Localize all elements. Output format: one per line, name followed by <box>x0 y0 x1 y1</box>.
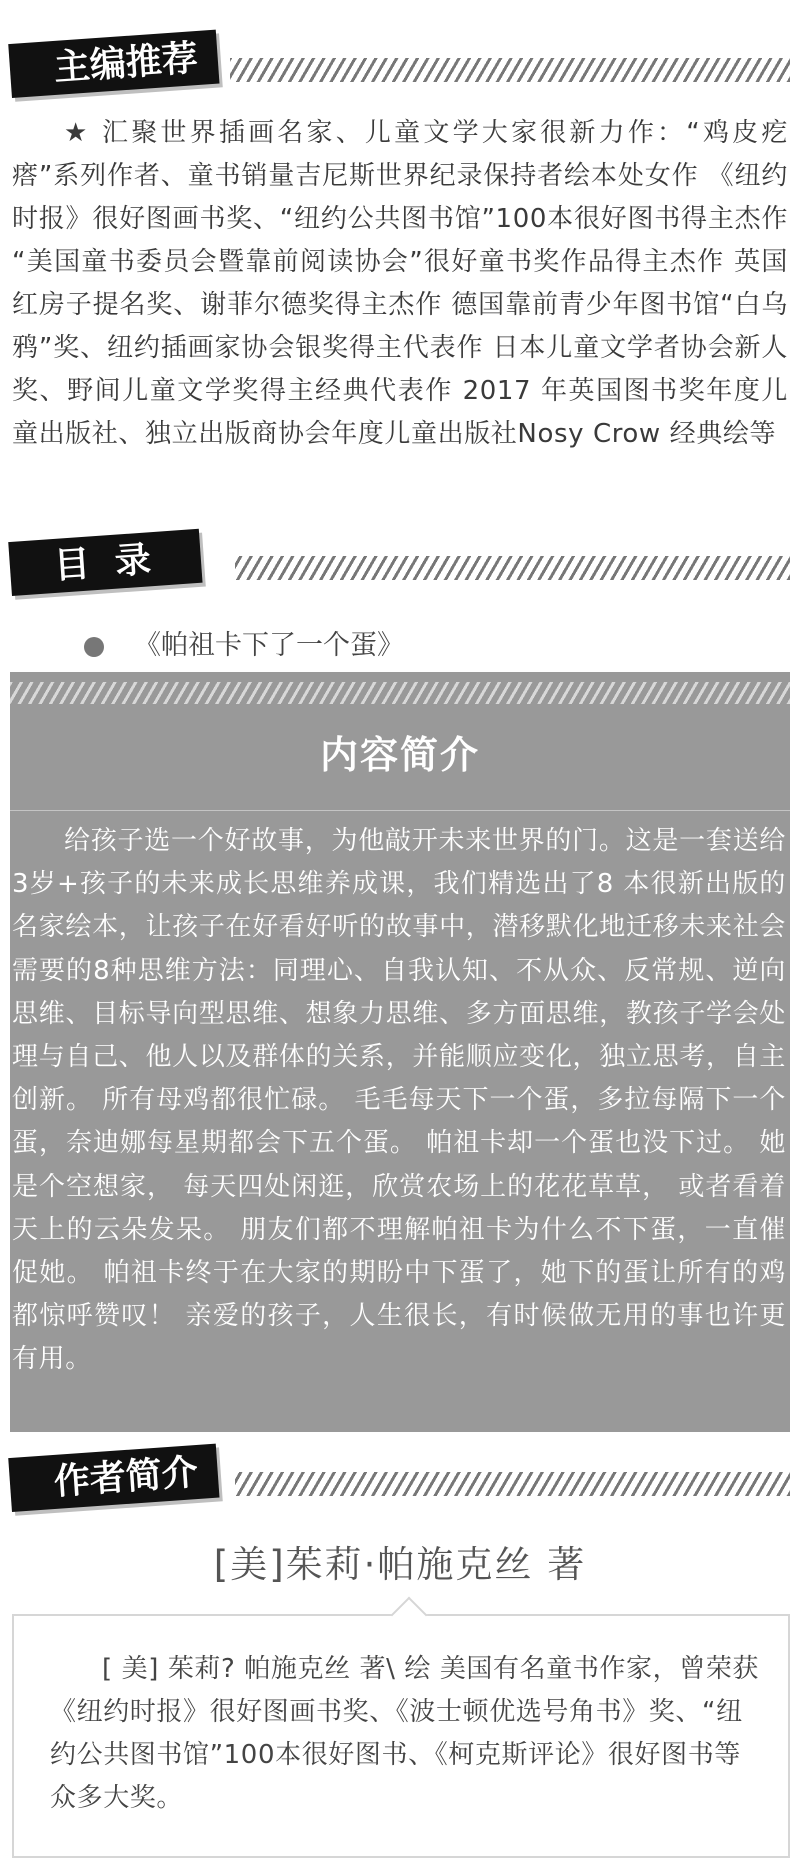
author-hatch-divider <box>235 1472 790 1496</box>
author-title: 作者简介 <box>8 1444 219 1512</box>
author-bio-box <box>12 1614 790 1858</box>
intro-text: 给孩子选一个好故事，为他敲开未来世界的门。这是一套送给3岁+孩子的未来成长思维养成课，我们精选出了8 本很新出版的名家绘本，让孩子在好看好听的故事中，潜移默化地迁移未来社会需要的8种思维方法：同理心、自我认知、不从众、反常规、逆向思维、目标导向型思维、想象力思维、多方面思维，教孩子学会处理与自己、他人以及群体的关系，并能顺应变化，独立思考，自主创新。 所有母鸡都很忙碌。 毛毛每天下一个蛋，多拉每隔下一个蛋，奈迪娜每星期都会下五个蛋。 帕祖卡却一个蛋也没下过。 她是个空想家， 每天四处闲逛，欣赏农场上的花花草草， 或者看着天上的云朵发呆。 朋友们都不理解帕祖卡为什么不下蛋，一直催促她。 帕祖卡终于在大家的期盼中下蛋了，她下的蛋让所有的鸡都惊呼赞叹！ 亲爱的孩子，人生很长，有时候做无用的事也许更有用。 <box>12 826 786 1375</box>
author-name: [美]茱莉·帕施克丝 著 <box>213 1543 587 1586</box>
intro-hatch-divider <box>10 682 790 704</box>
author-header <box>10 1450 790 1520</box>
recommend-title: 主编推荐 <box>8 30 219 98</box>
recommend-header <box>10 36 790 106</box>
toc-hatch-divider <box>235 556 790 580</box>
author-bio-text: [ 美] 茱莉? 帕施克丝 著\ 绘 美国有名童书作家，曾荣获《纽约时报》很好图画书奖、《波士顿优选号角书》奖、“纽约公共图书馆”100本很好图书、《柯克斯评论》很好图书等众多大奖。 <box>50 1654 760 1813</box>
recommend-text: ★ 汇聚世界插画名家、儿童文学大家很新力作：“鸡皮疙瘩”系列作者、童书销量吉尼斯世界纪录保持者绘本处女作 《纽约时报》很好图画书奖、“纽约公共图书馆”100本很好图书得主杰作 “美国童书委员会暨靠前阅读协会”很好童书奖作品得主杰作 英国红房子提名奖、谢菲尔德奖得主杰作 德国靠前青少年图书馆“白乌鸦”奖、纽约插画家协会银奖得主代表作 日本儿童文学者协会新人奖、野间儿童文学奖得主经典代表作 2017 年英国图书奖年度儿童出版社、独立出版商协会年度儿童出版社Nosy Crow 经典绘等 <box>12 118 788 449</box>
author-box-notch <box>391 1597 428 1634</box>
toc-list-item[interactable] <box>84 626 404 666</box>
bullet-icon <box>84 637 104 657</box>
recommend-hatch-divider <box>230 58 790 82</box>
toc-title: 目 录 <box>8 529 202 596</box>
intro-divider <box>10 810 790 811</box>
intro-panel <box>10 672 790 1432</box>
intro-title: 内容简介 <box>319 733 480 777</box>
toc-item-label: 《帕祖卡下了一个蛋》 <box>134 630 404 661</box>
toc-header <box>10 534 790 604</box>
